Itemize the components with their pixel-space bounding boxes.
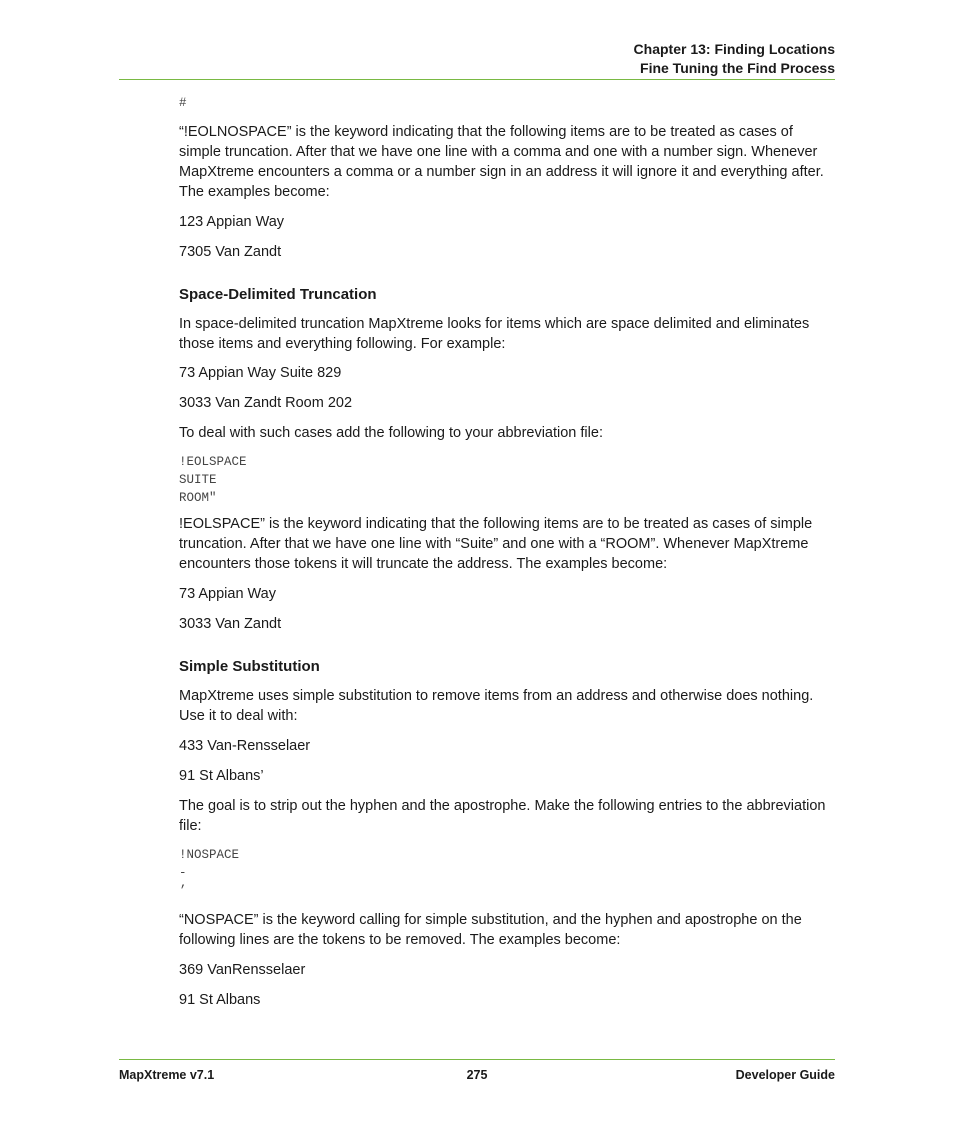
paragraph-simple-substitution: MapXtreme uses simple substitution to remove items from an address and otherwise does nothing. Use it to deal with:: [179, 688, 814, 724]
example-line: 91 St Albans’: [179, 768, 264, 784]
example-line: 3033 Van Zandt Room 202: [179, 395, 353, 411]
example-line: 123 Appian Way: [179, 214, 285, 230]
footer-guide: Developer Guide: [735, 1068, 835, 1082]
paragraph-goal: The goal is to strip out the hyphen and the apostrophe. Make the following entries to the abbreviation file:: [179, 798, 826, 834]
footer-product: MapXtreme v7.1: [119, 1068, 215, 1082]
heading-simple-substitution: Simple Substitution: [179, 658, 320, 675]
heading-space-delimited: Space-Delimited Truncation: [179, 286, 377, 303]
paragraph-instruction: To deal with such cases add the following to your abbreviation file:: [179, 425, 603, 441]
example-line: 433 Van-Rensselaer: [179, 738, 311, 754]
paragraph-space-delimited: In space-delimited truncation MapXtreme looks for items which are space delimited and eliminates those items and everything following. For example:: [179, 316, 810, 352]
code-eolspace: !EOLSPACE SUITE ROOM": [179, 455, 247, 505]
paragraph-nospace: “NOSPACE” is the keyword calling for simple substitution, and the hyphen and apostrophe on the following lines are the tokens to be removed. The examples become:: [179, 912, 802, 948]
footer-rule: [119, 1059, 835, 1060]
footer-page-number: 275: [466, 1068, 488, 1082]
example-line: 7305 Van Zandt: [179, 244, 282, 260]
example-line: 73 Appian Way: [179, 586, 276, 602]
chapter-title: Chapter 13: Finding Locations: [633, 41, 835, 57]
page-body: [179, 94, 835, 1010]
example-line: 73 Appian Way Suite 829: [179, 365, 342, 381]
example-line: 369 VanRensselaer: [179, 962, 306, 978]
paragraph-eolnospace: “!EOLNOSPACE” is the keyword indicating that the following items are to be treated as cases of simple truncation. After that we have one line with a comma and one with a number sign. Whenever MapXtreme encounters a comma or a number sign in an address it will ignore it and everything after. The examples become:: [179, 124, 824, 200]
header-rule: [119, 79, 835, 80]
code-hash: #: [179, 96, 187, 110]
section-title: Fine Tuning the Find Process: [640, 60, 835, 76]
running-header: [634, 40, 835, 78]
example-line: 91 St Albans: [179, 992, 261, 1008]
code-nospace: !NOSPACE - ’: [179, 848, 240, 898]
paragraph-eolspace: !EOLSPACE” is the keyword indicating that the following items are to be treated as cases of simple truncation. After that we have one line with “Suite” and one with a “ROOM”. Whenever MapXtreme encounters those tokens it will truncate the address. The examples become:: [179, 516, 813, 572]
example-line: 3033 Van Zandt: [179, 616, 282, 632]
